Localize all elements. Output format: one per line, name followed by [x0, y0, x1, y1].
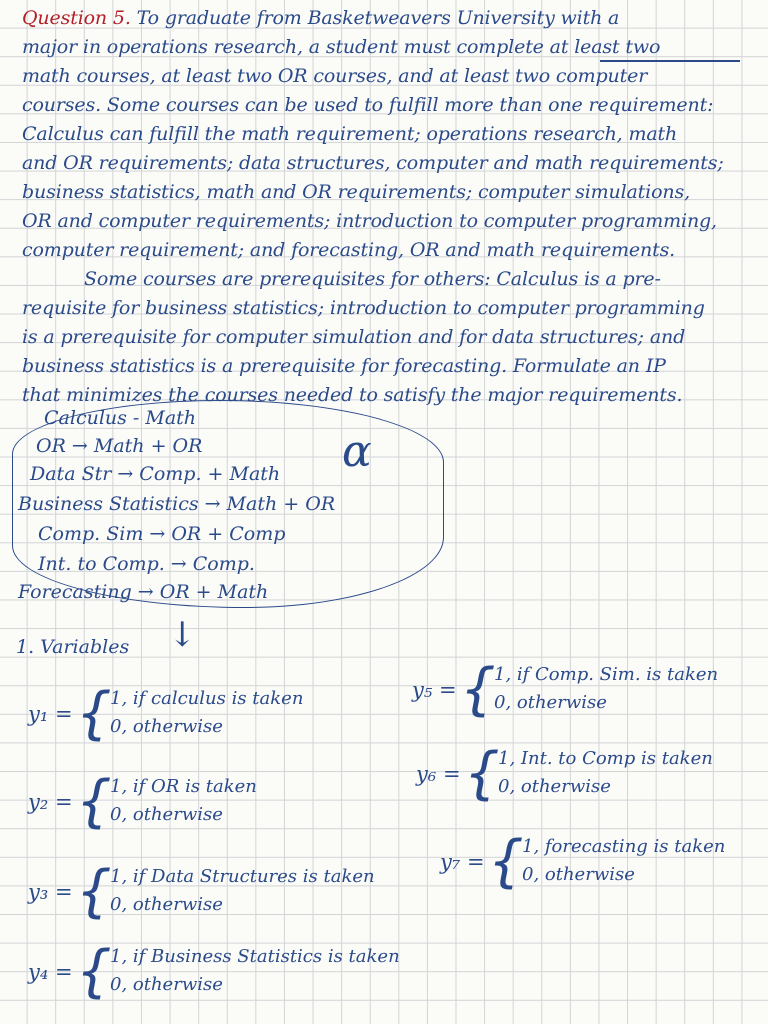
- question-line-6: and OR requirements; data structures, computer and math requirements;: [22, 152, 724, 174]
- case-taken: 1, if Business Statistics is taken: [110, 946, 400, 967]
- question-line-2: major in operations research, a student must complete at least two: [22, 36, 661, 58]
- variable-name: y₃ =: [28, 880, 73, 904]
- mapping-line-6: Int. to Comp. → Comp.: [38, 553, 255, 575]
- question-line-1: [22, 4, 619, 32]
- case-otherwise: 0, otherwise: [494, 692, 607, 713]
- variable-name: y₄ =: [28, 960, 73, 984]
- question-line-3: math courses, at least two OR courses, and at least two computer: [22, 65, 648, 87]
- mapping-line-1: Calculus - Math: [44, 407, 197, 429]
- case-otherwise: 0, otherwise: [522, 864, 635, 885]
- brace-icon: {: [76, 859, 112, 924]
- variable-name: y₁ =: [28, 702, 73, 726]
- case-otherwise: 0, otherwise: [110, 804, 223, 825]
- variable-name: y₇ =: [440, 850, 485, 874]
- case-otherwise: 0, otherwise: [110, 894, 223, 915]
- variable-name: y₆ =: [416, 762, 461, 786]
- brace-icon: {: [464, 741, 500, 806]
- case-otherwise: 0, otherwise: [110, 716, 223, 737]
- case-otherwise: 0, otherwise: [110, 974, 223, 995]
- brace-icon: {: [76, 939, 112, 1004]
- case-otherwise: 0, otherwise: [498, 776, 611, 797]
- case-taken: 1, Int. to Comp is taken: [498, 748, 713, 769]
- question-line-12: is a prerequisite for computer simulation and for data structures; and: [22, 326, 686, 348]
- question-line-8: OR and computer requirements; introduction to computer programming,: [22, 210, 717, 232]
- mapping-line-7: Forecasting → OR + Math: [18, 581, 269, 603]
- alpha-symbol: α: [342, 426, 372, 477]
- variables-heading: 1. Variables: [16, 636, 130, 658]
- mapping-line-3: Data Str → Comp. + Math: [30, 463, 281, 485]
- question-label: Question 5.: [22, 7, 131, 29]
- question-line-4: courses. Some courses can be used to fulfill more than one requirement:: [22, 94, 714, 116]
- arrow-down-icon: ↓: [168, 615, 197, 655]
- brace-icon: {: [488, 829, 524, 894]
- case-taken: 1, if Comp. Sim. is taken: [494, 664, 719, 685]
- case-taken: 1, if calculus is taken: [110, 688, 304, 709]
- question-line-11: requisite for business statistics; introduction to computer programming: [22, 297, 705, 319]
- question-line-14: that minimizes the courses needed to satisfy the major requirements.: [22, 384, 683, 406]
- mapping-line-2: OR → Math + OR: [36, 435, 203, 457]
- case-taken: 1, if OR is taken: [110, 776, 257, 797]
- question-line-7: business statistics, math and OR requirements; computer simulations,: [22, 181, 690, 203]
- question-line-9: computer requirement; and forecasting, OR and math requirements.: [22, 239, 676, 261]
- case-taken: 1, forecasting is taken: [522, 836, 726, 857]
- mapping-line-5: Comp. Sim → OR + Comp: [38, 523, 286, 545]
- brace-icon: {: [76, 769, 112, 834]
- question-text-1: To graduate from Basketweavers University with a: [136, 7, 620, 29]
- underline-at-least-two: [600, 60, 740, 62]
- variable-name: y₅ =: [412, 678, 457, 702]
- variable-name: y₂ =: [28, 790, 73, 814]
- question-line-13: business statistics is a prerequisite for forecasting. Formulate an IP: [22, 355, 666, 377]
- brace-icon: {: [460, 657, 496, 722]
- mapping-line-4: Business Statistics → Math + OR: [18, 493, 336, 515]
- question-line-5: Calculus can fulfill the math requirement; operations research, math: [22, 123, 678, 145]
- question-line-10: Some courses are prerequisites for others: Calculus is a pre-: [84, 268, 661, 290]
- case-taken: 1, if Data Structures is taken: [110, 866, 375, 887]
- brace-icon: {: [76, 681, 112, 746]
